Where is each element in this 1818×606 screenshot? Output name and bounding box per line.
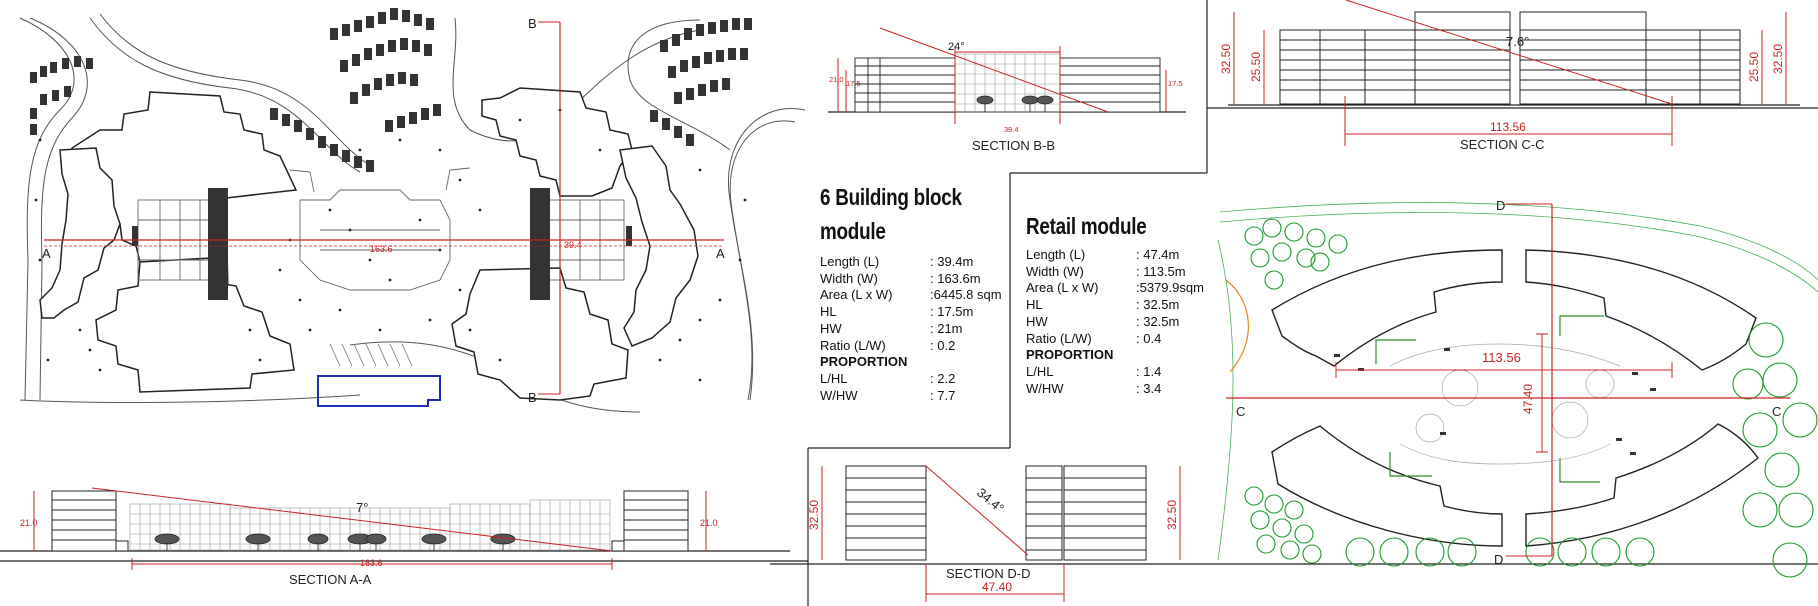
site-plan: [20, 8, 805, 412]
spec-value: : 163.6m: [930, 270, 981, 286]
spec-row: [1026, 364, 1226, 381]
spec-row: [820, 271, 1020, 288]
spec-label: HW: [820, 320, 842, 336]
spec-label: W/HW: [1026, 380, 1064, 396]
section-cc-height-inner-right: 25.50: [1747, 51, 1761, 82]
retail-marker-d-bottom: D: [1494, 552, 1504, 567]
spec-value: : 32.5m: [1136, 297, 1180, 313]
parking-lot-outline: [318, 376, 440, 406]
retail-module-proportion: [1026, 364, 1226, 397]
building-module-specs: [820, 254, 1020, 354]
spec-row: [820, 321, 1020, 338]
retail-module-specs: [1026, 247, 1226, 347]
spec-label: HL: [1026, 297, 1043, 313]
section-cc-height-outer-right: 32.50: [1771, 43, 1785, 74]
site-dim-width: 39.4: [564, 240, 582, 250]
spec-row: [820, 304, 1020, 321]
building-module-proportion-heading: PROPORTION: [820, 354, 908, 370]
parking-stripes: [330, 344, 412, 366]
retail-dim-length: 113.56: [1482, 350, 1521, 365]
section-cc-caption: SECTION C-C: [1460, 137, 1545, 152]
spec-label: HW: [1026, 313, 1048, 329]
section-bb: [828, 28, 1186, 153]
spec-label: Length (L): [820, 254, 880, 269]
spec-label: Width (W): [820, 270, 878, 286]
spec-label: Length (L): [1026, 247, 1086, 262]
retail-green-outlines: [1376, 316, 1604, 482]
spec-row: [820, 338, 1020, 355]
section-bb-height-right: 17.5: [1168, 79, 1183, 88]
spec-row: [820, 254, 1020, 271]
building-footprints: [40, 88, 698, 400]
spec-row: [1026, 331, 1226, 348]
spec-value: : 32.5m: [1136, 313, 1180, 329]
retail-landscape-lines: [1218, 203, 1818, 560]
spec-value: : 39.4m: [930, 254, 974, 269]
retail-dim-width: 47.40: [1521, 383, 1535, 414]
spec-label: Area (L x W): [820, 287, 893, 303]
spec-value: : 3.4: [1136, 380, 1162, 396]
spec-row: [1026, 297, 1226, 314]
spec-value: : 2.2: [930, 370, 956, 386]
site-marker-a-right: A: [716, 246, 725, 261]
spec-label: L/HL: [820, 370, 848, 386]
section-cc: [1219, 0, 1800, 152]
spec-label: HL: [820, 304, 837, 320]
spec-value: : 0.2: [930, 337, 956, 353]
site-marker-a-left: A: [42, 246, 51, 261]
spec-label: Ratio (L/W): [820, 337, 886, 353]
retail-module-card: [1026, 209, 1226, 397]
spec-value: : 47.4m: [1136, 247, 1180, 262]
section-dd: [807, 466, 1180, 602]
section-aa-caption: SECTION A-A: [289, 572, 372, 587]
spec-label: Area (L x W): [1026, 280, 1099, 296]
spec-value: : 113.5m: [1136, 263, 1186, 279]
retail-orange-path: [1226, 280, 1248, 372]
section-bb-caption: SECTION B-B: [972, 138, 1056, 153]
site-marker-b-bottom: B: [528, 390, 537, 405]
section-cc-height-inner-left: 25.50: [1249, 51, 1263, 82]
spec-label: L/HL: [1026, 363, 1054, 379]
section-bb-dim-width: 39.4: [1004, 125, 1019, 134]
section-cc-angle: 7.6°: [1506, 34, 1530, 49]
spec-row: [1026, 247, 1226, 264]
spec-row: [1026, 381, 1226, 398]
spec-value: : 7.7: [930, 387, 956, 403]
retail-marker-c-left: C: [1236, 404, 1246, 419]
spec-value: : 21m: [930, 320, 963, 336]
section-bb-angle: 24°: [948, 41, 965, 53]
spec-row: [820, 371, 1020, 388]
section-cc-dim-length: 113.56: [1490, 120, 1526, 134]
retail-module-proportion-heading: PROPORTION: [1026, 347, 1114, 363]
section-dd-dim-width: 47.40: [982, 580, 1013, 594]
section-dd-sightline: [926, 466, 1028, 555]
section-aa-dim-length: 163.6: [360, 558, 383, 568]
section-bb-height-left: 21.0: [829, 75, 844, 84]
spec-label: W/HW: [820, 387, 858, 403]
spec-value: :5379.9sqm: [1136, 280, 1204, 296]
spec-label: Ratio (L/W): [1026, 330, 1092, 346]
section-cc-blocks: [1280, 12, 1740, 104]
retail-plan: [1218, 198, 1818, 577]
retail-marker-d-top: D: [1496, 198, 1506, 213]
building-module-card: [820, 180, 1020, 404]
section-dd-caption: SECTION D-D: [946, 566, 1031, 581]
spec-label: Width (W): [1026, 263, 1084, 279]
spec-value: :6445.8 sqm: [930, 287, 1002, 303]
section-aa-trees: [155, 534, 515, 551]
section-aa-angle: 7°: [356, 500, 369, 515]
section-aa: [0, 488, 790, 587]
section-aa-block-left: [52, 491, 128, 551]
section-cc-height-outer-left: 32.50: [1219, 43, 1233, 74]
section-dd-height-left: 32.50: [807, 499, 821, 530]
site-marker-b-top: B: [528, 16, 537, 31]
section-dd-angle: 34.4°: [974, 484, 1008, 516]
spec-value: : 0.4: [1136, 330, 1162, 346]
section-aa-height-left: 21.0: [20, 518, 38, 528]
retail-module-title: Retail module: [1026, 213, 1147, 239]
spec-row: [820, 287, 1020, 304]
retail-marker-c-right: C: [1772, 404, 1782, 419]
building-module-title-line2: module: [820, 218, 886, 244]
section-aa-height-right: 21.0: [700, 518, 718, 528]
building-module-title-line1: 6 Building block: [820, 184, 962, 210]
spec-row: [1026, 280, 1226, 297]
site-dim-length: 163.6: [370, 244, 393, 254]
spec-row: [820, 388, 1020, 405]
spec-row: [1026, 314, 1226, 331]
spec-value: : 1.4: [1136, 363, 1162, 379]
spec-value: : 17.5m: [930, 304, 974, 320]
section-aa-block-right: [612, 491, 688, 551]
section-dd-height-right: 32.50: [1165, 499, 1179, 530]
building-module-proportion: [820, 371, 1020, 404]
spec-row: [1026, 264, 1226, 281]
section-bb-height-inner-left: 17.5: [846, 79, 861, 88]
